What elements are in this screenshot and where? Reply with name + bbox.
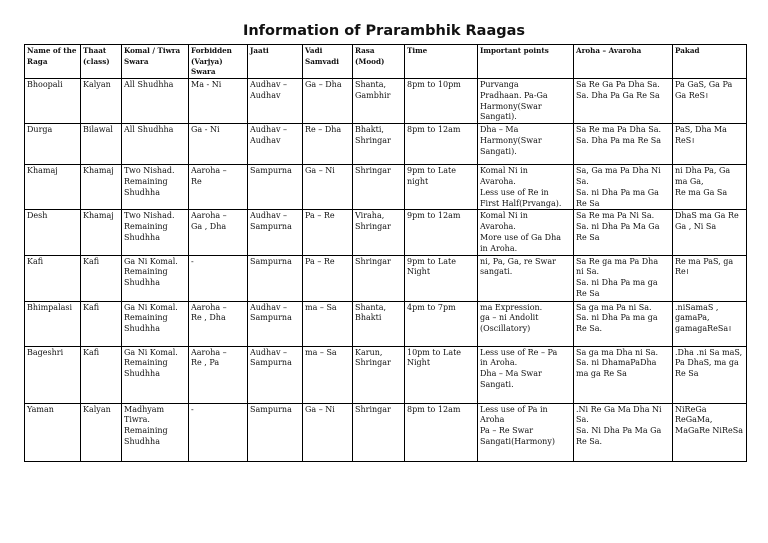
cell-line: Shringar [355,256,391,266]
header-important-points [478,45,574,79]
cell-line: Pa – Re Swar [480,426,534,436]
cell-line: Sa Re ga ma Pa Dha [576,256,659,266]
cell-line: Bhoopali [27,80,63,89]
cell-line: Less use of Re in [480,187,549,197]
cell-forbidden-swara [189,403,248,461]
cell-line: Shringar [355,404,391,414]
cell-line: Pa – Re [305,256,335,266]
cell-line: Khamaj [83,166,114,176]
cell-line: ReGaMa, [675,415,713,425]
cell-line: Madhyam [124,404,165,414]
cell-line: Sa ga ma Pa ni Sa. [576,302,652,312]
cell-aroha-avaroha [574,403,673,461]
cell-line: Komal Ni in [480,211,528,221]
cell-raga-name [25,301,81,346]
cell-line: 9pm to 12am [407,211,461,221]
table-row [25,301,747,346]
header-line: (class) [83,56,110,66]
cell-time [405,210,478,255]
cell-jaati [248,403,303,461]
cell-line: Two Nishad. [124,166,175,176]
header-line: Swara [124,56,149,66]
cell-line: Komal Ni in [480,166,528,176]
cell-line: Tiwra. [124,415,150,425]
cell-line: Re Sa [576,288,600,298]
cell-line: Remaining [124,222,168,232]
cell-line: Pa DhaS, ma ga [675,358,739,368]
cell-line: Shringar [355,166,391,176]
header-line: Pakad [675,46,700,55]
cell-line: Viraha, [355,211,385,221]
cell-line: Shringar [355,222,391,232]
cell-jaati [248,124,303,165]
cell-line: Remaining [124,313,168,323]
cell-line: Bhakti, [355,125,384,135]
cell-line: Ga – Dha [305,80,342,89]
cell-time [405,346,478,403]
cell-thaat [81,301,122,346]
cell-line: Audhav – [250,211,288,221]
table-row [25,255,747,301]
cell-line: gamagaReSa। [675,324,732,334]
cell-line: .niSamaS , [675,302,719,312]
cell-line: in Aroha. [480,243,518,253]
cell-line: Sampurna [250,313,292,323]
cell-aroha-avaroha [574,301,673,346]
cell-line: Ma - Ni [191,80,222,89]
cell-aroha-avaroha [574,255,673,301]
cell-line: Shudhha [124,324,160,334]
cell-line: Avaroha. [480,176,516,186]
cell-line: Gambhir [355,90,391,100]
cell-line: Dha – Ma [480,125,519,135]
cell-forbidden-swara [189,255,248,301]
cell-time [405,124,478,165]
cell-line: First Half(Prvanga). [480,198,562,208]
cell-line: Re Sa [576,198,600,208]
cell-line: Ga - Ni [191,125,220,135]
cell-line: ma Ga, [675,176,704,186]
cell-vadi-samvadi [303,255,353,301]
cell-line: Re – Dha [305,125,342,135]
header-thaat [81,45,122,79]
header-aroha-avaroha [574,45,673,79]
cell-raga-name [25,403,81,461]
cell-line: night [407,176,429,186]
cell-line: 4pm to 7pm [407,302,456,312]
cell-line: 9pm to Late [407,166,456,176]
header-line: Raga [27,56,48,66]
cell-pakad [673,165,747,210]
cell-line: Dha – Ma Swar [480,369,542,379]
cell-line: ga – ni Andolit [480,313,539,323]
header-line: Swara [191,67,216,76]
cell-line: Less use of Pa in [480,404,548,414]
cell-jaati [248,346,303,403]
cell-line: Sa ga ma Dha ni Sa. [576,347,659,357]
cell-line: Pa GaS, Ga Pa [675,80,733,89]
table-row [25,124,747,165]
cell-rasa [353,403,405,461]
cell-line: gamaPa, [675,313,710,323]
table-body [25,79,747,462]
cell-komal-tiwra [122,124,189,165]
cell-important-points [478,301,574,346]
cell-komal-tiwra [122,255,189,301]
cell-line: Audhav – [250,125,288,135]
header-line: Aroha – Avaroha [576,46,642,55]
cell-line: Two Nishad. [124,211,175,221]
cell-line: Shudhha [124,278,160,288]
cell-line: Less use of Re – Pa [480,347,558,357]
cell-line: Shudhha [124,187,160,197]
header-name [25,45,81,79]
cell-line: Sa Re ma Pa Dha Sa. [576,125,661,135]
cell-line: Re ma PaS, ga [675,256,734,266]
cell-komal-tiwra [122,301,189,346]
cell-line: Remaining [124,267,168,277]
cell-line: Ga Ni Komal. [124,347,178,357]
cell-raga-name [25,165,81,210]
table-header-row [25,45,747,79]
cell-line: Shanta, [355,302,387,312]
cell-time [405,301,478,346]
cell-raga-name [25,255,81,301]
header-rasa [353,45,405,79]
cell-line: (Oscillatory) [480,324,531,334]
cell-pakad [673,210,747,255]
header-line: Thaat [83,46,107,55]
cell-line: Harmony(Swar [480,135,542,145]
cell-forbidden-swara [189,124,248,165]
cell-line: Kafi [83,347,100,357]
cell-line: Sa. ni Dha Pa ma ga [576,278,658,288]
cell-line: Kafi [83,256,100,266]
cell-komal-tiwra [122,210,189,255]
cell-line: MaGaRe NiReSa [675,426,743,436]
cell-line: Harmony(Swar [480,101,542,111]
page-title: Information of Prarambhik Raagas [242,23,526,39]
header-vadi-samvadi [303,45,353,79]
cell-vadi-samvadi [303,403,353,461]
cell-time [405,165,478,210]
cell-line: Sangati). [480,146,517,156]
cell-rasa [353,301,405,346]
cell-vadi-samvadi [303,165,353,210]
cell-line: Re Sa. [576,436,603,446]
cell-komal-tiwra [122,346,189,403]
cell-forbidden-swara [189,79,248,124]
cell-line: Audhav – [250,347,288,357]
cell-line: ma – Sa [305,347,337,357]
cell-line: Sa. [576,415,589,425]
cell-line: Remaining [124,176,168,186]
cell-time [405,79,478,124]
cell-line: - [191,404,194,414]
cell-line: Sangati). [480,112,517,122]
cell-pakad [673,301,747,346]
cell-line: Shanta, [355,80,387,89]
cell-raga-name [25,346,81,403]
cell-vadi-samvadi [303,210,353,255]
cell-forbidden-swara [189,210,248,255]
header-jaati [248,45,303,79]
cell-line: Audhav – [250,80,288,89]
header-pakad [673,45,747,79]
cell-line: ReS। [675,135,695,145]
cell-important-points [478,79,574,124]
cell-line: 8pm to 12am [407,125,461,135]
header-line: Vadi [305,46,323,55]
cell-line: Ga Ni Komal. [124,302,178,312]
cell-pakad [673,255,747,301]
cell-line: in Aroha. [480,358,518,368]
cell-rasa [353,79,405,124]
header-line: Komal / Tiwra [124,46,181,55]
cell-line: NiReGa [675,404,707,414]
cell-aroha-avaroha [574,124,673,165]
cell-important-points [478,210,574,255]
cell-jaati [248,210,303,255]
cell-line: Sa. ni Dha Pa Ma Ga [576,222,660,232]
cell-line: Sampurna [250,358,292,368]
cell-vadi-samvadi [303,346,353,403]
cell-raga-name [25,79,81,124]
cell-line: Shudhha [124,232,160,242]
cell-line: Sa. ni DhamaPaDha [576,358,657,368]
cell-line: Avaroha. [480,222,516,232]
cell-line: ma – Sa [305,302,337,312]
cell-line: Re Sa. [576,324,603,334]
cell-line: Khamaj [27,166,58,176]
header-time [405,45,478,79]
cell-line: ni, Pa, Ga, re Swar [480,256,556,266]
cell-line: Sampurna [250,222,292,232]
header-line: Samvadi [305,56,340,66]
cell-line: Audhav [250,90,281,100]
cell-line: Yaman [27,404,54,414]
cell-line: ni Dha Pa, Ga [675,166,731,176]
cell-line: Kafi [83,302,100,312]
cell-important-points [478,346,574,403]
cell-line: Purvanga [480,80,519,89]
cell-pakad [673,124,747,165]
cell-line: Durga [27,125,53,135]
cell-line: Shringar [355,135,391,145]
cell-komal-tiwra [122,403,189,461]
cell-line: Sa. [576,176,589,186]
cell-line: Sa. Dha Pa ma Re Sa [576,135,661,145]
cell-line: Aroha [480,415,505,425]
cell-line: Aaroha – [191,211,227,221]
cell-line: Bhakti [355,313,382,323]
cell-important-points [478,255,574,301]
cell-line: Sa. ni Dha Pa ma Ga [576,187,659,197]
cell-line: Remaining [124,358,168,368]
cell-pakad [673,403,747,461]
header-forbidden [189,45,248,79]
cell-line: Aaroha – [191,302,227,312]
cell-line: Re [191,176,202,186]
raga-info-table [24,44,747,462]
cell-line: Audhav [250,135,281,145]
cell-thaat [81,165,122,210]
cell-line: All Shudhha [124,80,174,89]
cell-forbidden-swara [189,165,248,210]
cell-line: Sa Re Ga Pa Dha Sa. [576,80,660,89]
cell-pakad [673,346,747,403]
cell-line: Night [407,267,431,277]
cell-time [405,403,478,461]
cell-line: PaS, Dha Ma [675,125,727,135]
header-line: Name of the [27,46,77,55]
cell-line: - [191,256,194,266]
cell-line: More use of Ga Dha [480,232,562,242]
cell-line: 9pm to Late [407,256,456,266]
cell-line: Audhav – [250,302,288,312]
cell-line: .Ni Re Ga Ma Dha Ni [576,404,662,414]
cell-komal-tiwra [122,165,189,210]
cell-rasa [353,346,405,403]
cell-line: Kalyan [83,404,111,414]
cell-vadi-samvadi [303,79,353,124]
cell-rasa [353,124,405,165]
cell-line: ma ga Re Sa [576,369,627,379]
cell-pakad [673,79,747,124]
cell-line: 8pm to 10pm [407,80,461,89]
cell-thaat [81,210,122,255]
cell-line: Ga , Dha [191,222,227,232]
cell-vadi-samvadi [303,301,353,346]
table-row [25,403,747,461]
cell-line: .Dha .ni Sa maS, [675,347,743,357]
cell-line: sangati. [480,267,513,277]
cell-line: Ga Ni Komal. [124,256,178,266]
cell-jaati [248,165,303,210]
cell-line: Sampurna [250,256,292,266]
cell-jaati [248,255,303,301]
cell-line: Pradhaan. Pa-Ga [480,90,548,100]
cell-aroha-avaroha [574,165,673,210]
cell-thaat [81,79,122,124]
cell-thaat [81,346,122,403]
cell-line: Aaroha – [191,166,227,176]
header-line: (Varjya) [191,56,223,66]
cell-line: Re Sa [675,369,699,379]
cell-thaat [81,124,122,165]
cell-line: Sangati. [480,379,514,389]
cell-line: Re , Dha [191,313,226,323]
cell-line: Sa. Ni Dha Pa Ma Ga [576,426,662,436]
cell-line: 8pm to 12am [407,404,461,414]
cell-aroha-avaroha [574,210,673,255]
cell-line: Ga – Ni [305,404,335,414]
cell-line: Sa. Dha Pa Ga Re Sa [576,90,660,100]
cell-line: Aaroha – [191,347,227,357]
cell-jaati [248,79,303,124]
cell-line: Shringar [355,358,391,368]
cell-line: Kafi [27,256,44,266]
header-line: Jaati [250,46,269,55]
cell-thaat [81,255,122,301]
cell-line: 10pm to Late [407,347,462,357]
header-line: (Mood) [355,56,385,66]
cell-line: Kalyan [83,80,111,89]
table-row [25,346,747,403]
header-line: Rasa [355,46,375,55]
table-row [25,165,747,210]
header-komal-tiwra [122,45,189,79]
cell-line: Sa Re ma Pa Ni Sa. [576,211,655,221]
cell-vadi-samvadi [303,124,353,165]
cell-komal-tiwra [122,79,189,124]
cell-line: Sampurna [250,404,292,414]
cell-line: Night [407,358,431,368]
cell-rasa [353,210,405,255]
cell-line: Sampurna [250,166,292,176]
table-row [25,210,747,255]
cell-aroha-avaroha [574,346,673,403]
cell-line: Bhimpalasi [27,302,73,312]
cell-line: Ga – Ni [305,166,335,176]
cell-line: Shudhha [124,436,160,446]
cell-line: Bageshri [27,347,64,357]
cell-forbidden-swara [189,346,248,403]
cell-forbidden-swara [189,301,248,346]
cell-line: Re ma Ga Sa [675,187,728,197]
cell-raga-name [25,210,81,255]
header-line: Important points [480,46,549,55]
cell-line: Sangati(Harmony) [480,436,555,446]
cell-line: Remaining [124,426,168,436]
cell-line: Shudhha [124,369,160,379]
cell-line: Re। [675,267,689,277]
cell-line: Bilawal [83,125,113,135]
cell-time [405,255,478,301]
cell-raga-name [25,124,81,165]
cell-line: Sa, Ga ma Pa Dha Ni [576,166,661,176]
cell-line: Khamaj [83,211,114,221]
cell-important-points [478,403,574,461]
cell-aroha-avaroha [574,79,673,124]
cell-line: Desh [27,211,48,221]
cell-line: ni Sa. [576,267,600,277]
cell-jaati [248,301,303,346]
cell-important-points [478,124,574,165]
cell-line: Pa – Re [305,211,335,221]
cell-line: Sa. ni Dha Pa ma ga [576,313,658,323]
cell-thaat [81,403,122,461]
cell-line: Re , Pa [191,358,220,368]
table-row [25,79,747,124]
cell-line: Ga ReS। [675,90,708,100]
header-line: Time [407,46,428,55]
cell-line: Karun, [355,347,383,357]
cell-line: ma Expression. [480,302,543,312]
cell-line: All Shudhha [124,125,174,135]
cell-line: DhaS ma Ga Re [675,211,739,221]
cell-rasa [353,165,405,210]
cell-important-points [478,165,574,210]
cell-rasa [353,255,405,301]
cell-line: Ga , Ni Sa [675,222,717,232]
header-line: Forbidden [191,46,232,55]
cell-line: Re Sa [576,232,600,242]
